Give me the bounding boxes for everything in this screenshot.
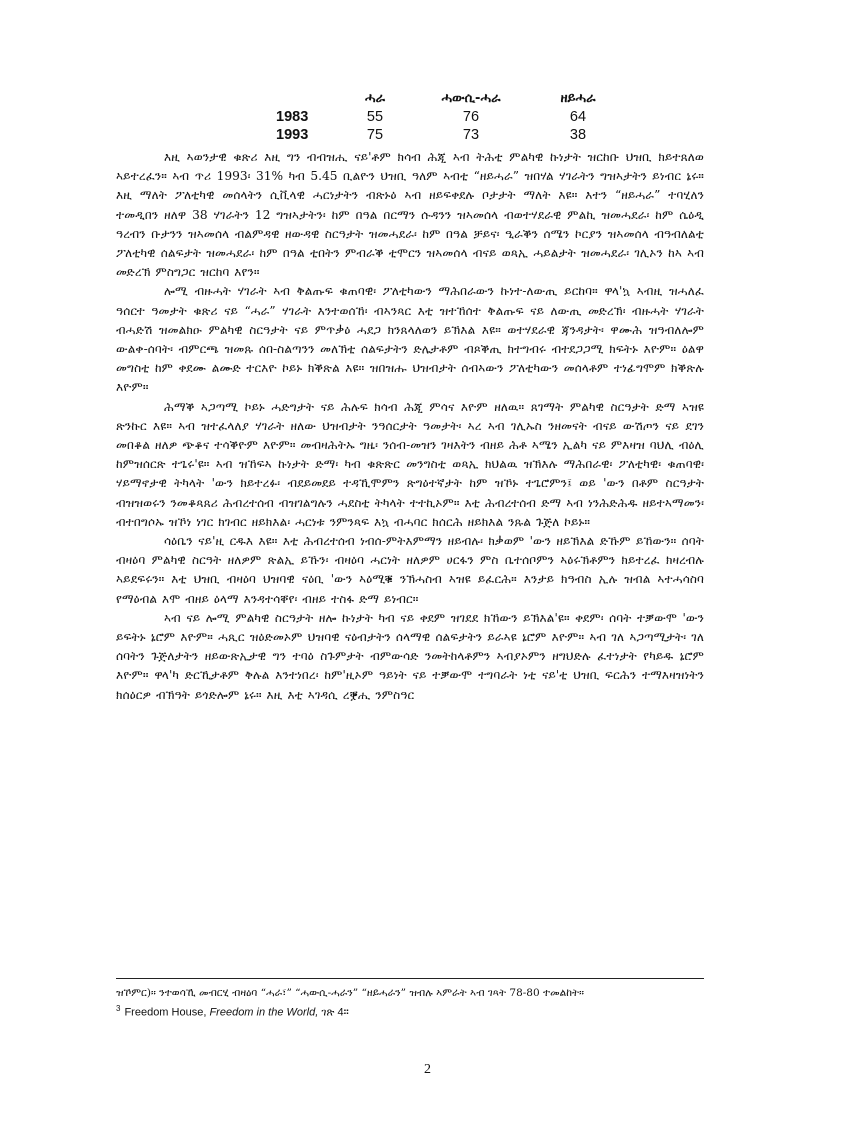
table-cell-free: 55	[366, 109, 384, 125]
table-cell-partly-free: 73	[462, 127, 480, 143]
body-text	[116, 148, 704, 705]
paragraph-1: እዚ ኣወንታዊ ቁጽሪ እዚ ግን ብብዝሒ ናይ'ቶም ክሳብ ሕጂ ኣብ ትሕቲ ምልካዊ ኩነታት ዝርከቡ ህዝቢ ክይተጸለወ ኣይተረፈን። ኣብ ጥሪ 1993፡ 31% ካብ 5.45 ቢልዮን ህዝቢ ዓለም ኣብቲ “ዘይሓራ” ዝበሃል ሃገራትን ግዝኣታትን ይነብር ኔሩ። እዚ ማለት ፖለቲካዊ መሰላትን ሲቪላዊ ሓርነታትን ብጽኑዕ ኣብ ዘይፍቀደሉ ቦታታት ማለት እዩ። እተን “ዘይሓራ” ተባሂለን ተመዲበን ዘለዋ 38 ሃገራትን 12 ግዝኣታትን፡ ከም በዓል በርማን ሱዳንን ዝኣመሰላ ብወተሃደራዊ ምልኪ ዝመሓደራ፡ ከም ሴዕዲ ዓረብን ቡታንን ዝኣመሰላ ብልምዳዊ ዘውዳዊ ስርዓታት ዝመሓደራ፡ ከም በዓል ቻይና፡ ዒራቕን ሰሜን ኮርያን ዝኣመሰላ ብዓብለልቲ ፖለቲካዊ ሰልፍታት ዝመሓደራ፡ ከም በዓል ቲበትን ምብራቕ ቲሞርን ዝኣመሰላ ብናይ ወጻኢ ሓይልታት ዝመሓደራ፡ ገሊኦን ከኣ ኣብ መድረኽ ምስግጋር ዝርከባ እየን።	[116, 150, 704, 280]
footnote-source-page: ገጽ 4።	[321, 1006, 349, 1019]
footnotes	[116, 986, 704, 1021]
table-header-not-free: ዘይሓራ	[560, 90, 596, 106]
table-cell-year: 1983	[276, 109, 309, 125]
table-header-row	[276, 88, 626, 108]
freedom-status-table	[276, 88, 626, 144]
footnote-source-title: Freedom in the World,	[209, 1006, 319, 1019]
table-header-partly-free: ሓውሲ-ሓራ	[441, 90, 501, 106]
table-cell-year: 1993	[276, 127, 309, 143]
table-cell-free: 75	[366, 127, 384, 143]
paragraph-2: ሎሚ ብዙሓት ሃገራት ኣብ ቅልጡፍ ቁጠባዊ፡ ፖለቲካውን ማሕበራውን ኩነተ-ለውጢ ይርከባ። ዋላ'ኳ ኣብዚ ዝሓለፈ ዓሰርተ ዓመታት ቁጽሪ ናይ “ሓራ” ሃገራት እንተወሰኸ፡ ብኣንጻር እቲ ዝተኸሰተ ቅልጡፍ ናይ ለውጢ መድረኽ፡ ብዙሓት ሃገራት ብሓድሽ ዝመልክዑ ምልካዊ ስርዓታት ናይ ምጥቃዕ ሓደጋ ክንጸላለወን ይኽእል እዩ። ወተሃደራዊ ጃንዳታት፡ ዋሙሕ ዝዓብለሎም ውልቀ-ሰባት፡ ብምርጫ ዝመጹ ሰበ-ስልጣንን መለኽቲ ሰልፍታትን ድሌታቶም ብጾቕጢ ክተግብሩ ብተደጋጋሚ ክፍትኑ እዮም። ዕልዋ መግስቲ ከም ቀደሙ ልሙድ ተርእዮ ኮይኑ ክቕጽል እዩ። ዝበዝሑ ህዝብታት ሰብኣውን ፖለቲካውን መሰላቶም ተነፊግሞም ክቕጽሉ እዮም።	[116, 284, 704, 395]
footnote-number: 3	[116, 1004, 121, 1013]
footnote-continuation: ዝኾምር)። ንተወሳኺ መብርሂ ብዛዕባ “ሓራ፣” “ሓውሲ-ሓራን” “ዘይሓራን” ዝብሉ ኣምራት ኣብ ገጻት 78-80 ተመልከት።	[116, 987, 585, 999]
table-cell-partly-free: 76	[462, 109, 480, 125]
footnote-source-org: Freedom House,	[124, 1006, 207, 1019]
table-row	[276, 126, 626, 144]
table-row	[276, 108, 626, 126]
table-cell-not-free: 38	[569, 127, 587, 143]
table-header-empty	[276, 88, 338, 108]
paragraph-4: ሳዕቤን ናይ'ዚ ርዱእ እዩ። እቲ ሕብረተሰብ ነብሰ-ምትእምማን ዘይብሉ፡ ክቃወም 'ውን ዘይኽእል ድኹም ይኸውን። ሰባት ብዛዕባ ምልካዊ ስርዓት ዘለዎም ጽልኢ ይኹን፡ ብዛዕባ ሓርነት ዘለዎም ሀርፋን ምስ ቤተሰቦምን ኣዕሩኽቶምን ክይተረፈ ክዛረብሉ ኣይደፍሩን። እቲ ህዝቢ ብዛዕባ ህዝባዊ ናዕቢ 'ውን ኣዕሚቑ ንኽሓስብ ኣዝዩ ይፈርሕ። እንታይ ክዓብስ ኢሉ ዝብል ኣተሓሳስባ የማዕብል እሞ ብዘይ ዕላማ እንዳተሳቐየ፡ ብዘይ ተስፋ ድማ ይነብር።	[116, 534, 704, 606]
page-number: 2	[424, 1062, 431, 1077]
paragraph-5: ኣብ ናይ ሎሚ ምልካዊ ስርዓታት ዘሎ ኩነታት ካብ ናይ ቀደም ዝገደደ ክኸውን ይኽእል'ዩ። ቀደም፡ ሰባት ተቓውሞ 'ውን ይፍትኑ ኔሮም እዮም። ሓጺር ዝዕድመኦም ህዝባዊ ናዕብታትን ሰላማዊ ሰልፍታትን ይራኣዩ ኔሮም እዮም። ኣብ ገለ ኣጋጣሚታት፡ ገለ ሰባትን ጉጅለታትን ዘይውጽኢታዊ ግን ተባዕ ስጉምታት ብምውሳድ ንመትከላቶምን ኣብያኦምን ዘግህድሉ ፈተነታት የካይዱ ኔሮም እዮም። ዋላ'ካ ድርኺታቶም ቅሉል እንተነበረ፡ ከም'ዚኦም ዓይነት ናይ ተቓውሞ ተግባራት ነቲ ናይ'ቲ ህዝቢ ፍርሕን ተማእዛዝነትን ክሰዕርዎ ብኽዓት ይጎድሎም ኔሩ። እዚ እቲ ኣገዳሲ ረቛሒ ንምስዓር	[116, 610, 704, 702]
footnote-divider	[116, 978, 704, 979]
table-cell-not-free: 64	[569, 109, 587, 125]
footnote-3	[116, 1001, 704, 1021]
table-header-free: ሓራ	[365, 90, 385, 106]
paragraph-3: ሕማቕ ኣጋጣሚ ኮይኑ ሓድግታት ናይ ሕሉፍ ክሳብ ሕጂ ምሳና እዮም ዘለዉ። ጸገማት ምልካዊ ስርዓታት ድማ ኣዝዩ ጽንኩር እዩ። ኣብ ዝተፈላለያ ሃገራት ዘለው ህዝብታት ንዓሰርታት ዓመታት፡ ኣረ ኣብ ገሊኡስ ንዘመናት ብናይ ውሽጦን ናይ ደገን መበቆል ዘለዎ ጭቆና ተሳቕዮም እዮም። መብዛሕትኡ ግዜ፡ ንሰብ-መዝን ገዛእትን ብዘይ ሕቶ ኣሜን ኢልካ ናይ ምእዛዝ ባህሊ ብዕሊ ከምዝሰርጽ ተጌሩ'ዩ። ኣብ ዝኸፍኣ ኩነታት ድማ፡ ካብ ቁጽጽር መንግስቲ ወጻኢ ክህልዉ ዝኽእሉ ማሕበራዊ፡ ፖለቲካዊ፡ ቁጠባዊ፡ ሃይማኖታዊ ትካላት 'ውን ክይተረፉ፡ ብደይመደይ ተዳኺሞምን ጽግዕተኛታት ከም ዝኾኑ ተጌሮምን፤ ወይ 'ውን በቶም ስርዓታት ብዝዝወሩን ንመቆጻጸሪ ሕብረተሰብ ብዝገልግሉን ሓደስቲ ትካላት ተተኪኦም። እቲ ሕብረተሰብ ድማ ኣብ ነንሕድሕዱ ዘይተኣማመን፡ ብተበግሶኡ ዝኾነ ነገር ክገብር ዘይክእል፡ ሓርነቱ ንምንጻፍ እኳ ብሓባር ክሰርሕ ዘይክእል ንጹል ጉጅለ ኮይኑ።	[116, 399, 704, 529]
